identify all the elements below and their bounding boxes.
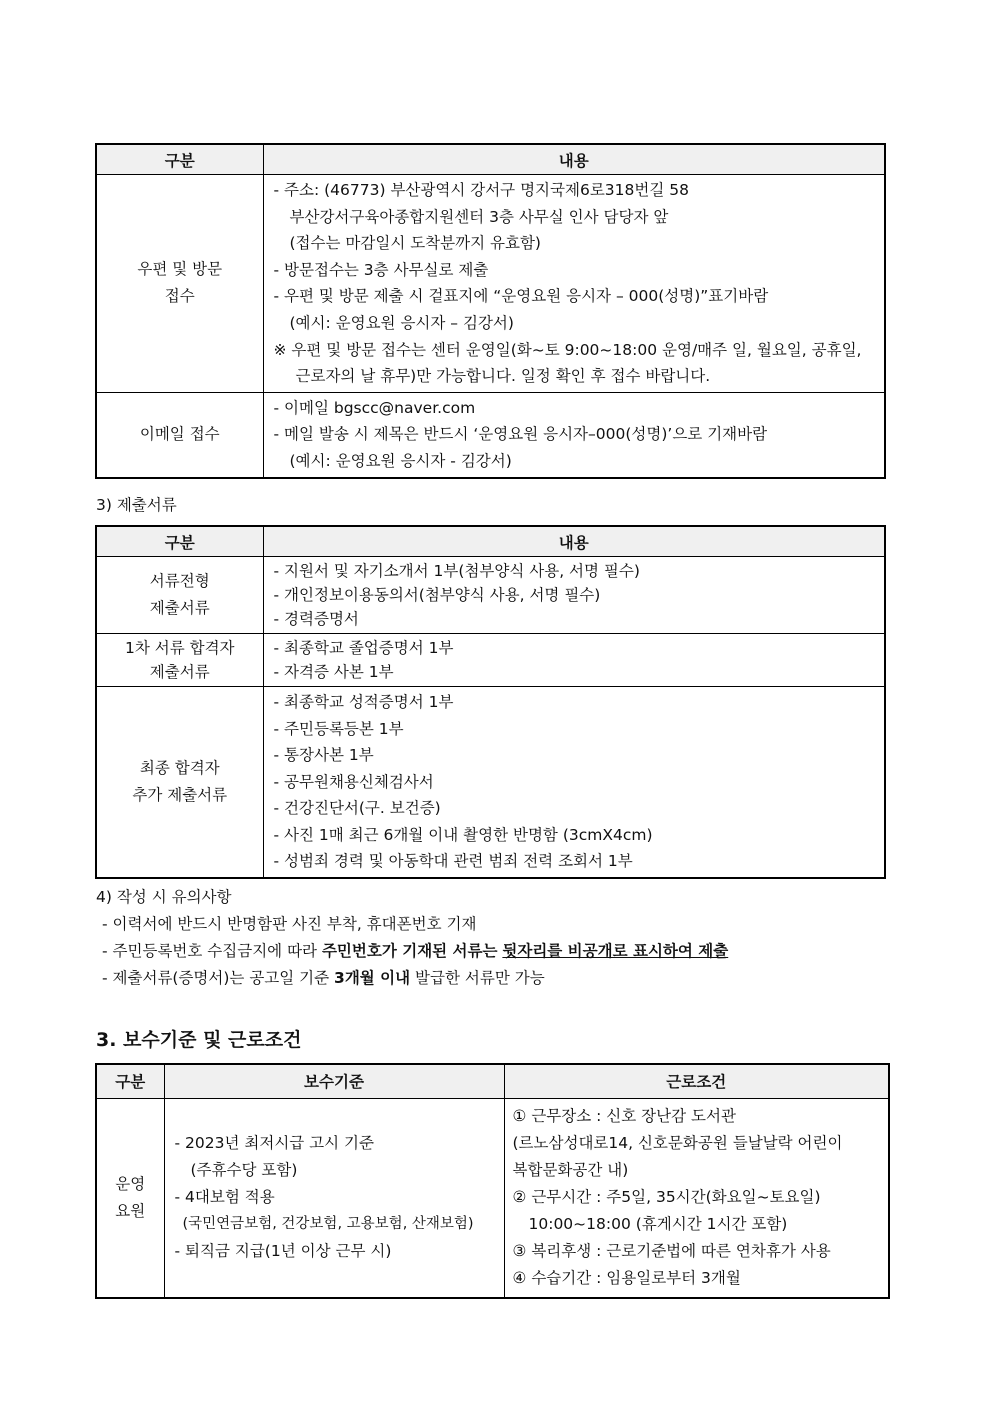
note-text: - 주민등록번호 수집금지에 따라: [102, 942, 322, 960]
section-title-documents: 3) 제출서류: [96, 496, 177, 514]
email-line: - 이메일 bgscc@naver.com: [273, 398, 476, 417]
pay-item: - 퇴직금 지급(1년 이상 근무 시): [174, 1242, 392, 1261]
header-conditions: 근로조건: [504, 1064, 889, 1098]
table-row: [96, 1098, 889, 1298]
category-cell: [96, 392, 263, 477]
header-pay: 보수기준: [164, 1064, 504, 1098]
header-category: 구분: [96, 144, 263, 175]
category-line: 최종 합격자: [139, 758, 220, 777]
category-cell: [96, 557, 263, 634]
header-category: 구분: [96, 526, 263, 557]
content-cell: [263, 634, 885, 687]
list-item: - 성범죄 경력 및 아동학대 관련 범죄 전력 조회서 1부: [273, 852, 633, 870]
content-cell: [263, 687, 885, 878]
category-cell: [96, 1098, 164, 1298]
category-line: 접수: [164, 287, 195, 306]
list-item: - 사진 1매 최근 6개월 이내 촬영한 반명함 (3cmX4cm): [273, 825, 653, 844]
condition-item: ③ 복리후생 : 근로기준법에 따른 연차휴가 사용: [512, 1242, 831, 1261]
email-subject-line: - 메일 발송 시 제목은 반드시 ‘운영요원 응시자–000(성명)’으로 기재바람: [273, 425, 768, 444]
documents-table: [95, 525, 886, 879]
content-cell: [263, 557, 885, 634]
note-item: - 이력서에 반드시 반명함판 사진 부착, 휴대폰번호 기재: [102, 915, 477, 933]
condition-item: ② 근무시간 : 주5일, 35시간(화요일~토요일): [512, 1188, 821, 1207]
header-content: 내용: [263, 526, 885, 557]
visit-line: - 방문접수는 3층 사무실로 제출: [273, 260, 489, 279]
condition-item: 10:00~18:00 (휴게시간 1시간 포함): [528, 1215, 788, 1234]
cover-example-line: (예시: 운영요원 응시자 – 김강서): [289, 313, 514, 332]
list-item: - 자격증 사본 1부: [273, 663, 394, 681]
address-line: - 주소: (46773) 부산광역시 강서구 명지국제6로318번길 58: [273, 181, 689, 199]
note-text: 발급한 서류만 가능: [410, 969, 545, 987]
category-line: 우편 및 방문: [137, 260, 223, 279]
conditions-cell: [504, 1098, 889, 1298]
pay-item: (주휴수당 포함): [190, 1161, 298, 1180]
header-content: 내용: [263, 144, 885, 175]
pay-item: - 2023년 최저시급 고시 기준: [174, 1134, 375, 1153]
list-item: - 통장사본 1부: [273, 746, 374, 764]
category-cell: [96, 634, 263, 687]
notice-line: ※ 우편 및 방문 접수는 센터 운영일(화~토 9:00~18:00 운영/매주 일, 월요일, 공휴일, 근로자의 날 휴무)만 가능합니다. 일정 확인 후 접수 바랍니다.: [273, 340, 862, 386]
category-line: 요원: [115, 1201, 146, 1220]
email-example-line: (예시: 운영요원 응시자 - 김강서): [289, 451, 512, 470]
header-category: 구분: [96, 1064, 164, 1098]
list-item: - 주민등록등본 1부: [273, 719, 404, 738]
address-note-line: (접수는 마감일시 도착분까지 유효함): [289, 234, 541, 253]
pay-item: (국민연금보험, 건강보험, 고용보험, 산재보험): [182, 1216, 474, 1233]
note-item: [96, 938, 728, 965]
category-line: 추가 제출서류: [132, 785, 228, 804]
table-row: [96, 175, 885, 393]
note-bold: 주민번호가 기재된 서류는: [321, 942, 498, 960]
note-bold: 3개월 이내: [334, 969, 411, 987]
note-bold-underline: 뒷자리를 비공개로 표시하여 제출: [502, 942, 729, 960]
category-line: 서류전형: [149, 572, 210, 590]
category-line: 제출서류: [149, 663, 210, 681]
category-cell: [96, 687, 263, 878]
note-text: - 제출서류(증명서)는 공고일 기준: [102, 969, 335, 987]
note-item: [96, 965, 728, 992]
pay-item: - 4대보험 적용: [174, 1188, 275, 1207]
category-line: 제출서류: [149, 599, 210, 617]
section-title-notes: 4) 작성 시 유의사항: [96, 888, 232, 906]
table-row: [96, 634, 885, 687]
condition-item: ① 근무장소 : 신호 장난감 도서관: [512, 1107, 736, 1126]
table-row: [96, 557, 885, 634]
list-item: - 지원서 및 자기소개서 1부(첨부양식 사용, 서명 필수): [273, 562, 640, 580]
section-heading-pay: 3. 보수기준 및 근로조건: [96, 1029, 302, 1051]
table-header-row: [96, 526, 885, 557]
cover-line: - 우편 및 방문 제출 시 겉표지에 “운영요원 응시자 – 000(성명)”표기바람: [273, 287, 769, 306]
table-header-row: [96, 144, 885, 175]
pay-cell: [164, 1098, 504, 1298]
pay-conditions-table: [95, 1063, 890, 1299]
notes-section: [96, 884, 728, 992]
list-item: - 최종학교 졸업증명서 1부: [273, 639, 454, 657]
category-line: 1차 서류 합격자: [124, 639, 235, 657]
list-item: - 경력증명서: [273, 610, 359, 628]
category-line: 운영: [115, 1174, 146, 1193]
condition-item: 복합문화공간 내): [512, 1161, 629, 1180]
list-item: - 개인정보이용동의서(첨부양식 사용, 서명 필수): [273, 586, 601, 604]
condition-item: (르노삼성대로14, 신호문화공원 들날날락 어린이: [512, 1134, 843, 1153]
table-row: [96, 392, 885, 477]
category-cell: [96, 175, 263, 393]
condition-item: ④ 수습기간 : 임용일로부터 3개월: [512, 1269, 741, 1288]
list-item: - 최종학교 성적증명서 1부: [273, 693, 454, 711]
table-header-row: [96, 1064, 889, 1098]
address-detail-line: 부산강서구육아종합지원센터 3층 사무실 인사 담당자 앞: [289, 207, 669, 226]
list-item: - 건강진단서(구. 보건증): [273, 799, 441, 817]
submission-method-table: [95, 143, 886, 479]
content-cell: [263, 392, 885, 477]
content-cell: [263, 175, 885, 393]
list-item: - 공무원채용신체검사서: [273, 772, 434, 791]
category-line: 이메일 접수: [139, 425, 220, 444]
table-row: [96, 687, 885, 878]
